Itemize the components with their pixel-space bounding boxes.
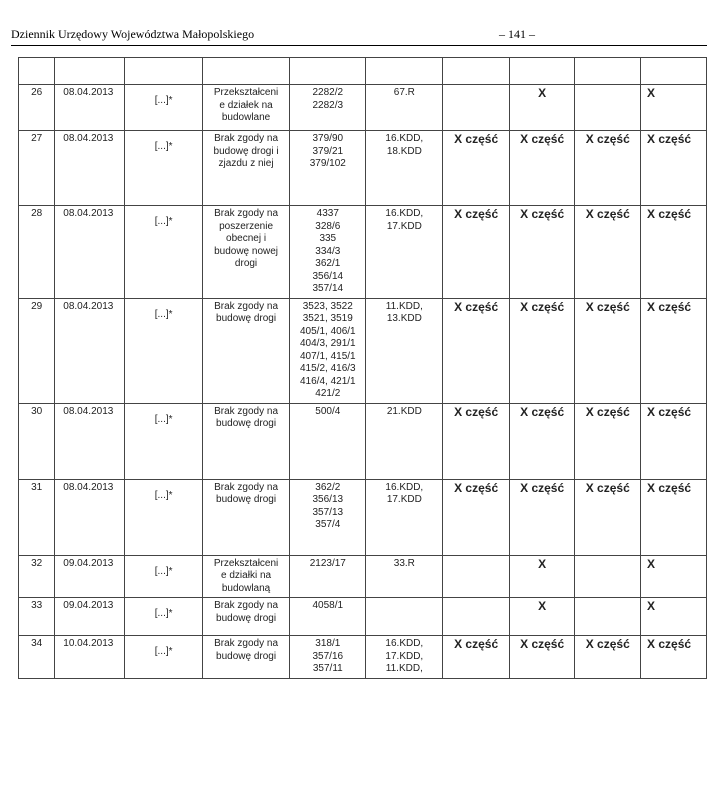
row-description (202, 85, 289, 131)
row-number: 32 (19, 555, 55, 598)
row-number: 31 (19, 479, 55, 555)
row-mark-2: X część (509, 403, 575, 479)
row-date: 10.04.2013 (55, 636, 125, 679)
row-mark-1 (443, 85, 510, 131)
row-parcels-line: 404/3, 291/1 (299, 338, 356, 349)
row-parcels-line: 357/14 (312, 283, 344, 294)
row-description-line: Brak zgody na (214, 481, 279, 493)
row-description-line: budowę drogi (216, 494, 277, 505)
row-description-line: Brak zgody na (214, 405, 279, 417)
row-number: 33 (19, 598, 55, 636)
row-mark-4: X część (641, 479, 707, 555)
row-parcels (290, 85, 366, 131)
row-parcels-line: 3521, 3519 (302, 313, 353, 324)
row-plan-symbol-line: 16.KDD, (385, 638, 424, 649)
row-description-line: obecnej i (226, 233, 267, 244)
row-date: 08.04.2013 (55, 206, 125, 299)
row-description-line: budowę nowej (214, 245, 279, 257)
row-mark-3: X część (575, 131, 641, 206)
row-mark-2: X część (509, 636, 575, 679)
row-parcels-line: 335 (319, 233, 337, 244)
row-mark-3: X część (575, 636, 641, 679)
row-parcels-line: 379/21 (312, 145, 344, 157)
row-description-line: budowę drogi i (213, 145, 279, 157)
table-row (19, 85, 707, 131)
row-plan-symbol (366, 598, 443, 636)
row-mark-4: X część (641, 298, 707, 403)
row-description-line: e działki na (221, 570, 272, 581)
row-parcels-line: 4058/1 (312, 600, 344, 611)
row-parcels-line: 318/1 (315, 638, 341, 649)
row-mark-1 (443, 555, 510, 598)
row-plan-symbol (366, 479, 443, 555)
row-description-line: Brak zgody na (214, 600, 279, 611)
row-mark-4: X (641, 85, 707, 131)
row-plan-symbol-line: 16.KDD, (385, 481, 424, 493)
row-plan-symbol (366, 555, 443, 598)
row-parcels-line: 4337 (316, 208, 339, 219)
row-parcels (290, 403, 366, 479)
row-description (202, 403, 289, 479)
row-plan-symbol (366, 131, 443, 206)
table-row (19, 598, 707, 636)
row-mark-1: X część (443, 403, 510, 479)
row-parcels-line: 416/4, 421/1 (299, 375, 356, 387)
row-parcels-line: 379/90 (312, 133, 344, 144)
row-mark-2: X (509, 598, 575, 636)
row-mark-2: X (509, 85, 575, 131)
row-parcels-line: 334/3 (315, 245, 341, 257)
row-mark-3 (575, 598, 641, 636)
table-header-row (19, 58, 707, 85)
row-description-line: drogi (234, 258, 258, 269)
row-plan-symbol (366, 85, 443, 131)
row-mark-3 (575, 555, 641, 598)
row-anonymized: [...]* (125, 298, 202, 403)
table-row (19, 206, 707, 299)
row-parcels-line: 407/1, 415/1 (299, 350, 356, 362)
table-row (19, 403, 707, 479)
row-mark-2: X (509, 555, 575, 598)
row-mark-4: X część (641, 403, 707, 479)
row-parcels-line: 357/4 (315, 519, 341, 530)
row-mark-2: X część (509, 298, 575, 403)
row-parcels-line: 357/16 (312, 650, 344, 662)
row-mark-2: X część (509, 206, 575, 299)
row-description (202, 598, 289, 636)
row-mark-3: X część (575, 403, 641, 479)
row-anonymized: [...]* (125, 598, 202, 636)
row-description-line: budowlane (221, 112, 271, 123)
row-anonymized: [...]* (125, 131, 202, 206)
row-plan-symbol-line: 17.KDD, (385, 650, 424, 662)
row-mark-3 (575, 85, 641, 131)
row-parcels-line: 2282/3 (312, 99, 344, 111)
row-mark-1: X część (443, 636, 510, 679)
row-mark-4: X (641, 555, 707, 598)
table-row (19, 636, 707, 679)
row-description-line: Brak zgody na (214, 300, 279, 312)
objections-table (18, 57, 707, 679)
journal-title: Dziennik Urzędowy Województwa Małopolskiego (11, 27, 255, 41)
row-parcels-line: 405/1, 406/1 (299, 325, 356, 337)
row-plan-symbol (366, 298, 443, 403)
row-description (202, 636, 289, 679)
row-parcels-line: 357/13 (312, 506, 344, 518)
row-parcels (290, 636, 366, 679)
row-plan-symbol-line: 11.KDD, (385, 663, 423, 674)
row-parcels (290, 131, 366, 206)
row-anonymized: [...]* (125, 555, 202, 598)
row-anonymized: [...]* (125, 403, 202, 479)
row-parcels (290, 206, 366, 299)
page-number: – 141 – (499, 27, 535, 41)
row-number: 29 (19, 298, 55, 403)
row-description (202, 298, 289, 403)
table-row (19, 555, 707, 598)
row-parcels-line: 2123/17 (309, 557, 346, 569)
row-number: 28 (19, 206, 55, 299)
row-plan-symbol-line: 16.KDD, (385, 208, 424, 219)
row-description-line: budowę drogi (216, 313, 277, 324)
table-row (19, 298, 707, 403)
row-date: 08.04.2013 (55, 298, 125, 403)
row-parcels-line: 3523, 3522 (302, 300, 353, 312)
row-mark-2: X część (509, 479, 575, 555)
row-parcels-line: 500/4 (315, 405, 341, 417)
row-parcels-line: 328/6 (315, 220, 341, 232)
row-description-line: Przekształceni (213, 557, 279, 569)
row-description (202, 479, 289, 555)
row-number: 30 (19, 403, 55, 479)
row-plan-symbol-line: 21.KDD (386, 405, 422, 417)
row-mark-3: X część (575, 206, 641, 299)
row-date: 08.04.2013 (55, 85, 125, 131)
row-parcels (290, 298, 366, 403)
row-mark-1: X część (443, 206, 510, 299)
row-date: 08.04.2013 (55, 131, 125, 206)
page-header (11, 27, 707, 46)
table-row (19, 479, 707, 555)
table-row (19, 131, 707, 206)
row-description-line: Brak zgody na (214, 133, 279, 144)
row-parcels (290, 479, 366, 555)
row-description-line: poszerzenie (219, 220, 274, 232)
row-parcels-line: 362/1 (315, 258, 341, 269)
row-anonymized: [...]* (125, 85, 202, 131)
row-number: 26 (19, 85, 55, 131)
row-anonymized: [...]* (125, 636, 202, 679)
row-parcels-line: 379/102 (309, 158, 346, 169)
row-date: 08.04.2013 (55, 479, 125, 555)
row-description-line: budowę drogi (216, 612, 277, 624)
row-mark-1: X część (443, 298, 510, 403)
row-plan-symbol-line: 33.R (393, 557, 415, 569)
row-plan-symbol-line: 17.KDD (386, 494, 422, 505)
table-body (19, 58, 707, 679)
row-mark-1: X część (443, 131, 510, 206)
row-date: 09.04.2013 (55, 598, 125, 636)
row-parcels (290, 555, 366, 598)
row-anonymized: [...]* (125, 479, 202, 555)
row-parcels-line: 356/13 (312, 494, 344, 505)
row-plan-symbol (366, 403, 443, 479)
row-description-line: e działek na (219, 99, 273, 111)
row-plan-symbol-line: 13.KDD (386, 313, 422, 324)
row-parcels (290, 598, 366, 636)
row-date: 09.04.2013 (55, 555, 125, 598)
row-mark-4: X część (641, 636, 707, 679)
row-plan-symbol-line: 11.KDD, (385, 300, 423, 312)
row-plan-symbol-line: 18.KDD (386, 145, 422, 157)
row-description-line: budowę drogi (216, 418, 277, 429)
row-description-line: budowlaną (221, 582, 271, 594)
row-description-line: Brak zgody na (214, 638, 279, 649)
row-date: 08.04.2013 (55, 403, 125, 479)
row-mark-4: X część (641, 131, 707, 206)
row-anonymized: [...]* (125, 206, 202, 299)
row-parcels-line: 2282/2 (312, 87, 344, 98)
row-plan-symbol-line: 67.R (393, 87, 415, 98)
row-mark-3: X część (575, 298, 641, 403)
row-mark-2: X część (509, 131, 575, 206)
row-description (202, 206, 289, 299)
row-plan-symbol-line: 17.KDD (386, 220, 422, 232)
row-description-line: Brak zgody na (214, 208, 279, 219)
row-mark-1 (443, 598, 510, 636)
row-description-line: budowę drogi (216, 650, 277, 662)
row-description-line: zjazdu z niej (218, 158, 274, 169)
row-parcels-line: 421/2 (315, 388, 341, 399)
row-mark-4: X (641, 598, 707, 636)
row-description (202, 555, 289, 598)
row-parcels-line: 357/11 (312, 663, 343, 674)
row-description-line: Przekształceni (213, 87, 279, 98)
row-parcels-line: 415/2, 416/3 (299, 363, 356, 374)
row-plan-symbol-line: 16.KDD, (385, 133, 424, 144)
row-mark-1: X część (443, 479, 510, 555)
row-mark-3: X część (575, 479, 641, 555)
row-mark-4: X część (641, 206, 707, 299)
row-parcels-line: 362/2 (315, 481, 341, 493)
row-number: 27 (19, 131, 55, 206)
row-description (202, 131, 289, 206)
row-plan-symbol (366, 636, 443, 679)
row-parcels-line: 356/14 (312, 270, 344, 282)
row-plan-symbol (366, 206, 443, 299)
row-number: 34 (19, 636, 55, 679)
